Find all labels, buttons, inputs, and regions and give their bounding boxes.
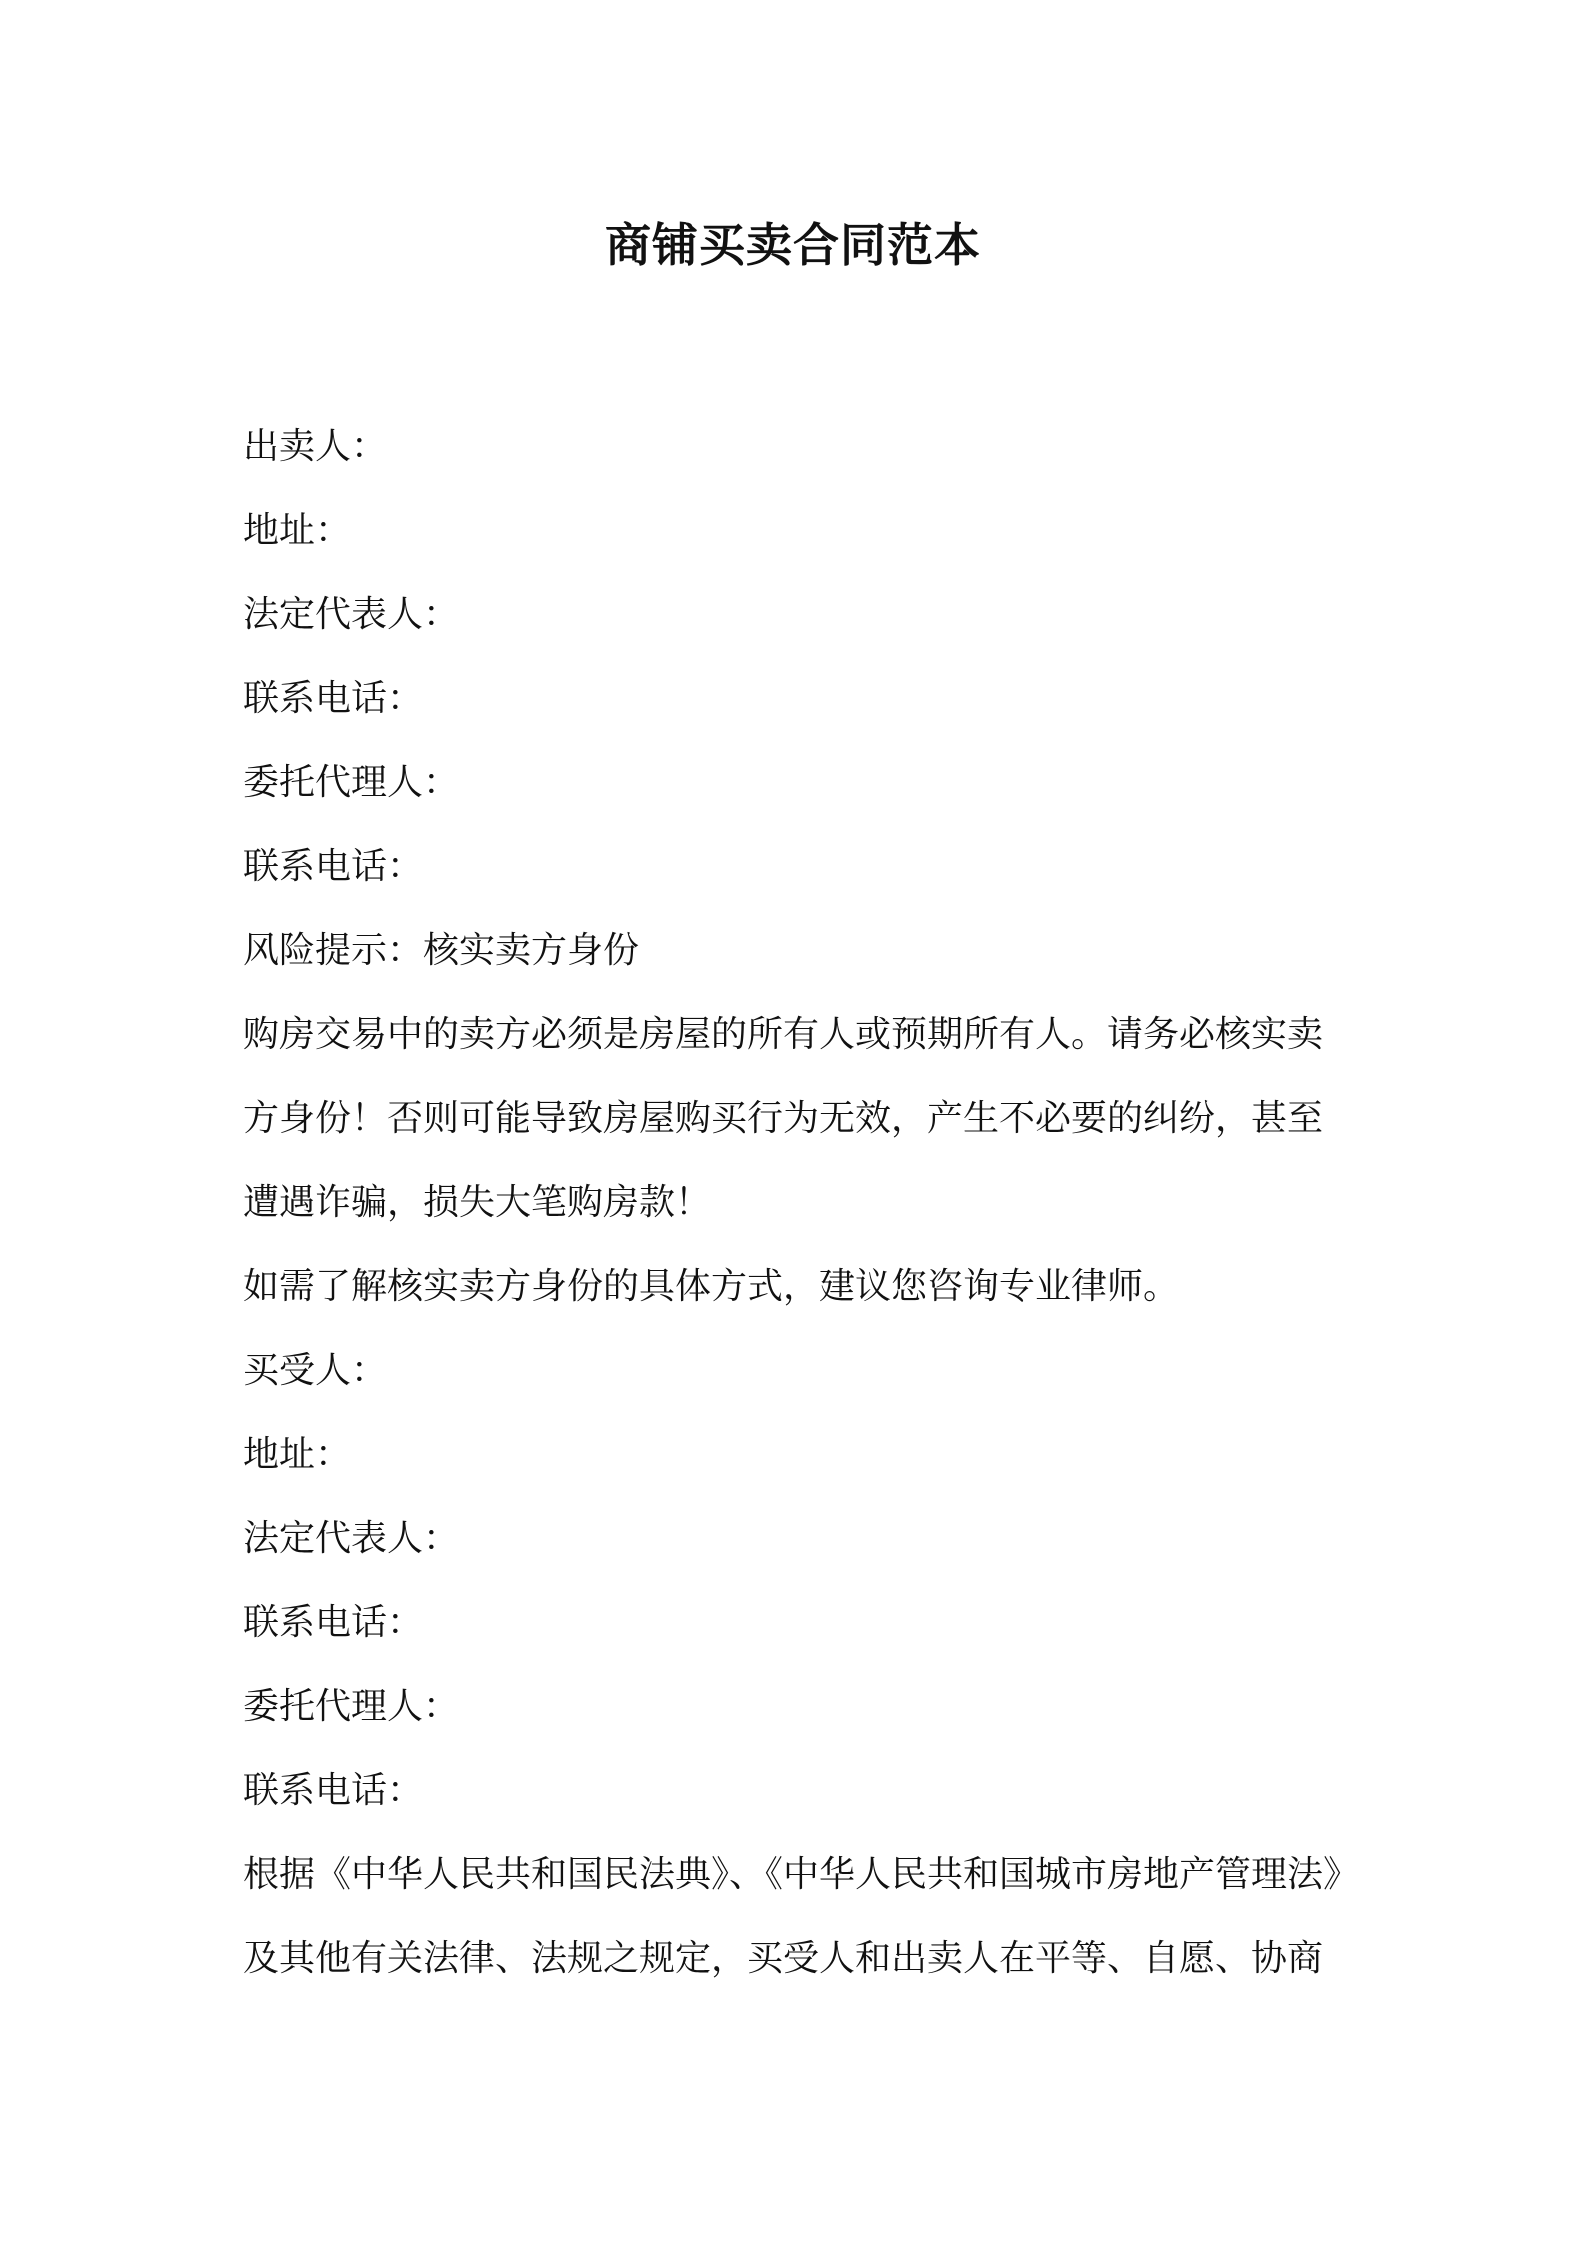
buyer-field-agent-phone: 联系电话：	[243, 1770, 424, 1811]
document-title: 商铺买卖合同范本	[605, 218, 981, 272]
seller-field-phone: 联系电话：	[243, 678, 424, 719]
buyer-field-address: 地址：	[243, 1434, 352, 1475]
seller-field-seller: 出卖人：	[243, 426, 388, 467]
risk-paragraph-line: 购房交易中的卖方必须是房屋的所有人或预期所有人。请务必核实卖	[243, 1014, 1324, 1055]
seller-field-agent-phone: 联系电话：	[243, 846, 424, 887]
risk-heading: 风险提示：核实卖方身份	[243, 930, 640, 971]
seller-field-agent: 委托代理人：	[243, 762, 460, 803]
buyer-field-buyer: 买受人：	[243, 1350, 388, 1391]
document-body	[243, 405, 1360, 2001]
buyer-field-legal-representative: 法定代表人：	[243, 1518, 460, 1559]
buyer-field-phone: 联系电话：	[243, 1602, 424, 1643]
buyer-field-agent: 委托代理人：	[243, 1686, 460, 1727]
risk-paragraph-line: 方身份！否则可能导致房屋购买行为无效，产生不必要的纠纷，甚至	[243, 1098, 1324, 1139]
risk-advice: 如需了解核实卖方身份的具体方式，建议您咨询专业律师。	[243, 1266, 1180, 1307]
legal-basis-line: 根据《中华人民共和国民法典》、《中华人民共和国城市房地产管理法》	[243, 1854, 1360, 1895]
seller-field-legal-representative: 法定代表人：	[243, 594, 460, 635]
seller-field-address: 地址：	[243, 510, 352, 551]
risk-paragraph-line: 遭遇诈骗，损失大笔购房款！	[243, 1182, 712, 1223]
legal-basis-line: 及其他有关法律、法规之规定，买受人和出卖人在平等、自愿、协商	[243, 1938, 1324, 1979]
